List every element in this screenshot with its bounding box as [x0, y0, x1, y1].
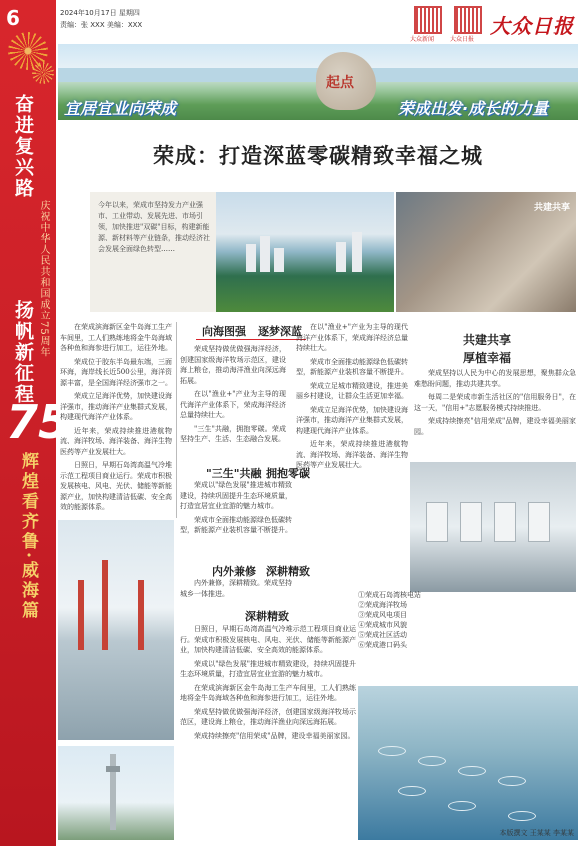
paragraph: 荣成持续擦亮"信用荣成"品牌，建设幸福美丽家园。: [414, 417, 576, 436]
article-column-2c: [180, 578, 292, 608]
paragraph: 近年来，荣成持续推进港航物流、海洋牧场、海洋装备、海洋生物医药等产业发展壮大。: [60, 426, 172, 456]
section-heading: "三生"共融: [206, 467, 262, 480]
section-heading: 拥抱零碳: [266, 467, 310, 480]
fish-cage: [418, 756, 446, 766]
paragraph: 荣成持续擦亮"信用荣成"品牌，建设幸福美丽家园。: [194, 731, 355, 740]
building-shape: [260, 236, 270, 272]
article-column-4: [414, 368, 576, 460]
qr-caption: 大众日报: [450, 36, 475, 43]
offshore-farm-photo: [358, 686, 578, 840]
paragraph: 日照日，早期石岛湾高温气冷堆示范工程项目商业运行。荣成市积极发展核电、风电、光伏、储能等新能源产业，加快构建清洁低碳、安全高效的能源体系。: [60, 461, 172, 511]
section-heading: 共建共享: [463, 333, 512, 347]
building-shape: [246, 244, 256, 272]
paragraph: 荣成以"绿色发展"推进城市精致建设，持续巩固提升生态环境质量，打造宜居宜业宜游的魅力城市。: [180, 481, 292, 510]
list-item: ⑤荣成社区活动: [358, 631, 407, 639]
divider: [196, 339, 306, 340]
banner-caption-right: 荣成出发·成长的力量: [398, 99, 549, 118]
paragraph: 荣成市全面推动能源绿色低碳转型，新能源产业装机容量不断提升。: [180, 515, 292, 534]
paragraph: 荣成坚持以人民为中心的发展思想，聚焦群众急难愁盼问题，推动共建共享。: [414, 369, 576, 388]
paragraph: 在荣成滨海新区金牛岛海工生产车间里，工人们熟练地将金牛岛海域各种鱼和海参进行加工，运往外地。: [60, 323, 172, 352]
article-column-3: [296, 322, 408, 596]
city-aerial-photo: [216, 192, 394, 312]
section-heading: 内外兼修: [212, 565, 256, 578]
turbine-nacelle: [106, 766, 120, 772]
photo-caption: 共建共享: [533, 203, 570, 213]
paragraph: 荣成立足海洋优势，加快建设海洋强市，推动海洋产业集群式发展，构建现代海洋产业体系。: [60, 392, 172, 421]
anniversary-subtitle: 庆祝中华人民共和国成立75周年: [38, 200, 49, 358]
crane-shape: [138, 580, 144, 650]
fish-cage: [458, 766, 486, 776]
building-shape: [274, 248, 284, 272]
industrial-equipment-photo: [410, 462, 576, 592]
fish-cage: [448, 801, 476, 811]
list-item: ④荣成城市风貌: [358, 621, 407, 629]
page-headline: 荣成：打造深蓝零碳精致幸福之城: [153, 144, 483, 168]
column-divider: [176, 322, 177, 518]
equipment-unit: [494, 502, 516, 542]
byline: 本版撰文 王某某 李某某: [499, 829, 574, 837]
fish-cage: [378, 746, 406, 756]
newspaper-logo: 大众日报: [490, 14, 574, 38]
section-heading: 向海图强: [202, 325, 246, 338]
series-title: 辉煌看齐鲁·威海篇: [18, 452, 38, 621]
page-header: [58, 4, 578, 44]
section-heading: 逐梦深蓝: [258, 325, 302, 338]
banner-caption-left: 宜居宜业向荣成: [64, 99, 177, 118]
paragraph: 近年来，荣成持续推进港航物流、海洋牧场、海洋装备、海洋生物医药等产业发展壮大。: [296, 440, 408, 469]
building-shape: [336, 242, 346, 272]
qr-code-icon[interactable]: [454, 6, 482, 34]
side-banner: [0, 0, 71, 846]
paragraph: 日照日，早期石岛湾高温气冷堆示范工程项目商业运行。荣成市积极发展核电、风电、光伏、储能等新能源产业，加快构建清洁低碳、安全高效的能源体系。: [180, 625, 356, 654]
stone-inscription: 起点: [326, 75, 354, 91]
paragraph: 每周二是荣成市新生活社区的"信用服务日"，在这一天，"信用+"志愿服务模式持续推进。: [414, 393, 576, 412]
section-heading: 深耕精致: [245, 610, 289, 623]
photo-caption-list: [358, 590, 578, 650]
issue-date: 2024年10月17日 星期四: [60, 9, 140, 17]
qr-code-icon[interactable]: [414, 6, 442, 34]
editor-line: 责编：张 XXX 美编：XXX: [60, 21, 143, 29]
equipment-unit: [426, 502, 448, 542]
equipment-unit: [528, 502, 550, 542]
article-column-2: [180, 344, 286, 462]
paragraph: 在以"渔业+"产业为主导的现代海洋产业体系下，荣成海洋经济总量持续壮大。: [180, 390, 286, 419]
list-item: ③荣成风电项目: [358, 611, 407, 619]
power-plant-photo: [58, 520, 174, 740]
paragraph: 荣成立足城市精致建设，推进美丽乡村建设，让群众生活更加幸福。: [296, 381, 408, 400]
paragraph: 荣成以"绿色发展"推进城市精致建设，持续巩固提升生态环境质量，打造宜居宜业宜游的魅力城市。: [180, 659, 356, 678]
fish-cage: [508, 811, 536, 821]
slogan-line-2: 扬帆新征程: [12, 300, 34, 405]
fish-cage: [498, 776, 526, 786]
slogan-line-1: 奋进复兴路: [12, 94, 34, 199]
qr-caption: 大众新闻: [410, 36, 435, 43]
banner-photo: [58, 44, 578, 120]
crane-shape: [78, 580, 84, 650]
community-event-photo: [396, 192, 576, 312]
building-shape: [352, 232, 362, 272]
anniversary-number: 75: [6, 395, 71, 449]
list-item: ①荣成石岛湾核电站: [358, 591, 421, 599]
section-heading: 深耕精致: [266, 565, 310, 578]
page-number: 6: [6, 6, 20, 30]
list-item: ②荣成海洋牧场: [358, 601, 407, 609]
section-heading: 厚植幸福: [463, 351, 512, 365]
paragraph: 荣成位于胶东半岛最东端，三面环海，海岸线长近500公里，海洋资源丰富，是全国海洋经济强市之一。: [60, 357, 172, 387]
article-column-5: [180, 624, 356, 840]
paragraph: 内外兼修，深耕精致。荣成坚持城乡一体推进。: [180, 579, 292, 598]
paragraph: 在荣成滨海新区金牛岛海工生产车间里，工人们熟练地将金牛岛海域各种鱼和海参进行加工，运往外地。: [180, 683, 356, 702]
crane-shape: [102, 560, 108, 650]
lead-paragraph: 今年以来，荣成市坚持发力产业强市、工业带动、发展先进、市场引领，加快推进"双碳"目标，构建新能源、新材料等产业链条，推动经济社会发展全面绿色转型……: [90, 192, 220, 312]
paragraph: 荣成坚持做优做强海洋经济，创建国家级海洋牧场示范区，建设海上粮仓，推动海洋渔业向深远海拓展。: [180, 707, 356, 726]
article-column-2b: [180, 480, 292, 560]
list-item: ⑥荣成港口码头: [358, 641, 407, 649]
paragraph: 在以"渔业+"产业为主导的现代海洋产业体系下，荣成海洋经济总量持续壮大。: [296, 323, 408, 352]
firework-decoration: [32, 62, 54, 84]
paragraph: 荣成市全面推动能源绿色低碳转型，新能源产业装机容量不断提升。: [296, 357, 408, 376]
equipment-unit: [460, 502, 482, 542]
paragraph: "三生"共融，拥抱零碳。荣成坚持生产、生活、生态融合发展。: [180, 424, 286, 443]
fish-cage: [398, 786, 426, 796]
article-column-1: [60, 322, 172, 518]
landmark-stone: [316, 52, 376, 110]
paragraph: 荣成立足海洋优势，加快建设海洋强市，推动海洋产业集群式发展，构建现代海洋产业体系。: [296, 405, 408, 435]
paragraph: 荣成坚持做优做强海洋经济，创建国家级海洋牧场示范区，建设海上粮仓，推动海洋渔业向深远海拓展。: [180, 345, 286, 385]
wind-turbine-photo: [58, 746, 174, 840]
